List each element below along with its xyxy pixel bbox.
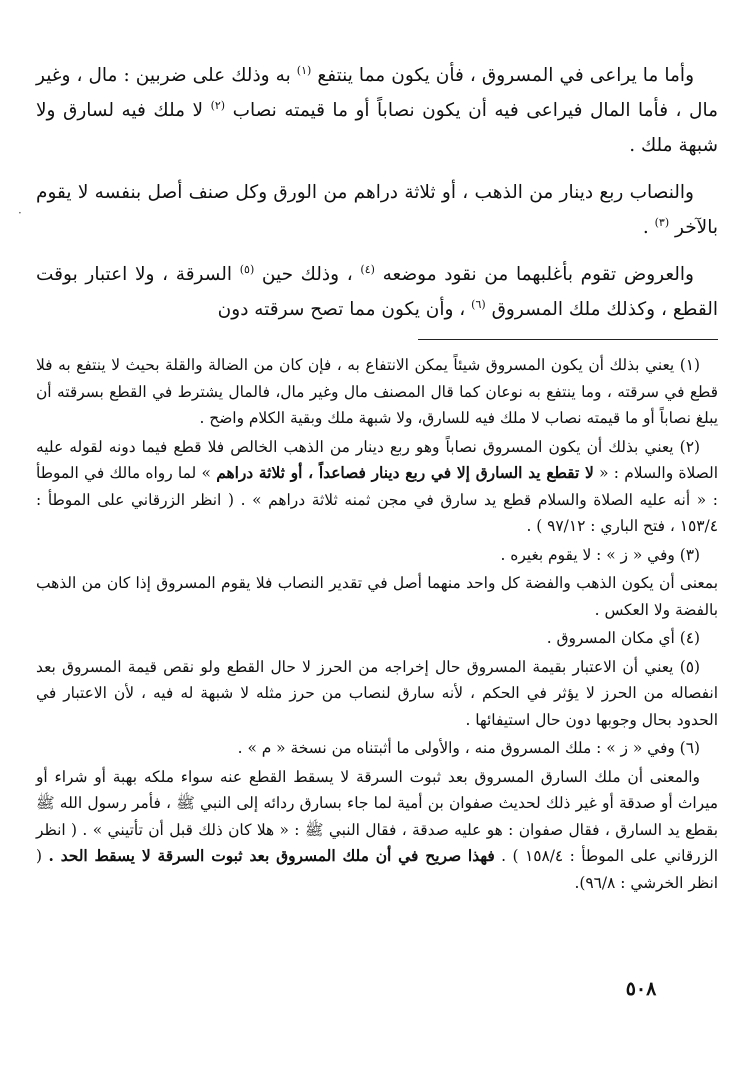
text-run: (٢) يعني بذلك أن يكون المسروق نصاباً وهو ربع دينار من الذهب الخالص فلا قطع فيما دونه لقوله عليه الصلاة والسلام : « bbox=[36, 437, 718, 482]
footnote-3: (٣) وفي « ز » : لا يقوم بغيره . bbox=[500, 545, 700, 564]
main-text bbox=[36, 58, 718, 327]
text-run: لا ملك فيه لسارق ولا شبهة ملك . bbox=[36, 100, 718, 156]
text-run: ( انظر الخرشي : ٩٦/٨). bbox=[36, 847, 718, 892]
text-run: السرقة ، ولا اعتبار بوقت القطع ، وكذلك ملك المسروق bbox=[36, 264, 718, 320]
footnote-ref-2: (٢) bbox=[210, 98, 226, 112]
footnotes bbox=[36, 352, 718, 896]
footnote-6-explanation bbox=[36, 764, 718, 897]
footnote-separator bbox=[418, 339, 718, 340]
footnote-5: (٥) يعني أن الاعتبار بقيمة المسروق حال إخراجه من الحرز لا حال القطع ولو نقص قيمة المسروق بعد انفصاله من الحرز لا يؤثر في الحكم ، لأنه سارق لنصاب من حرز مثله لا شبهة له فيه ، لأن الاعتبار في الحدود بحال وجوبها دون حال استيفائها . bbox=[36, 657, 718, 729]
text-run: » لما رواه مالك في الموطأ : « أنه عليه الصلاة والسلام قطع يد سارق في مجن ثمنه ثلاثة دراهم » . ( انظر الزرقاني على الموطأ : ١٥٣/٤ ، فتح الباري : ٩٧/١٢ ) . bbox=[36, 464, 718, 535]
main-paragraph-1 bbox=[36, 58, 718, 163]
footnote-1: (١) يعني بذلك أن يكون المسروق شيئاً يمكن الانتفاع به ، فإن كان من الضالة والقلة بحيث لا ينتفع به فلا قطع في سرقته ، وما ينتفع به نوعان كما قال المصنف مال وغير مال، فالمال يشترط في القطع بسرقته أن يبلغ نصاباً أو ما قيمته نصاب لا ملك فيه للسارق، ولا شبهة ملك وبقية الكلام واضح . bbox=[36, 356, 718, 427]
footnote-6: (٦) وفي « ز » : ملك المسروق منه ، والأولى ما أثبتناه من نسخة « م » . bbox=[237, 739, 700, 757]
footnote-ref-3: (٣) bbox=[654, 215, 670, 229]
text-run: والمعنى أن ملك السارق المسروق بعد ثبوت السرقة لا يسقط القطع عنه سواء ملكه بهبة أو شراء أو ميراث أو صدقة أو غير ذلك لحديث صفوان بن أمية لما جاء بسارق ردائه إلى النبي ﷺ ، فأمر رسول الله ﷺ بقطع يد السارق ، فقال صفوان : هو عليه صدقة ، فقال النبي ﷺ : « هلا كان ذلك قبل أن تأتيني » . ( انظر الزرقاني على الموطأ : ١٥٨/٤ ) . bbox=[36, 767, 719, 865]
footnote-ref-6: (٦) bbox=[471, 297, 486, 311]
page-number: ٥٠٨ bbox=[625, 978, 657, 1000]
footnote-ref-5: (٥) bbox=[239, 262, 255, 276]
footnote-3-explanation: بمعنى أن يكون الذهب والفضة كل واحد منهما أصل في تقدير النصاب فلا يقوم المسروق إذا كان من الذهب بالفضة ولا العكس . bbox=[36, 574, 718, 619]
text-run: ، وأن يكون مما تصح سرقته دون bbox=[217, 299, 472, 320]
text-run: ، وذلك حين bbox=[254, 264, 361, 285]
footnote-2 bbox=[36, 434, 718, 540]
emphasis-text: فهذا صريح في أن ملك المسروق بعد ثبوت السرقة لا يسقط الحد . bbox=[48, 847, 495, 865]
main-paragraph-2 bbox=[36, 175, 718, 245]
document-page bbox=[36, 58, 718, 1078]
text-run: والعروض تقوم بأغلبهما من نقود موضعه bbox=[374, 264, 694, 285]
text-run: به وذلك على ضربين : مال ، وغير مال ، فأما المال فيراعى فيه أن يكون نصاباً أو ما قيمته نصاب bbox=[36, 65, 718, 121]
hadith-quote: لا تقطع يد السارق إلا في ربع دينار فصاعداً ، أو ثلاثة دراهم bbox=[216, 464, 594, 482]
footnote-4: (٤) أي مكان المسروق . bbox=[546, 629, 700, 647]
footnote-ref-4: (٤) bbox=[360, 262, 375, 276]
main-paragraph-3 bbox=[36, 257, 718, 327]
text-run: وأما ما يراعى في المسروق ، فأن يكون مما ينتفع bbox=[311, 65, 694, 86]
margin-mark: · bbox=[18, 206, 22, 220]
text-run: . bbox=[642, 217, 655, 238]
footnote-ref-1: (١) bbox=[296, 63, 312, 77]
text-run: والنصاب ربع دينار من الذهب ، أو ثلاثة دراهم من الورق وكل صنف أصل بنفسه لا يقوم بالآخر bbox=[36, 182, 718, 238]
